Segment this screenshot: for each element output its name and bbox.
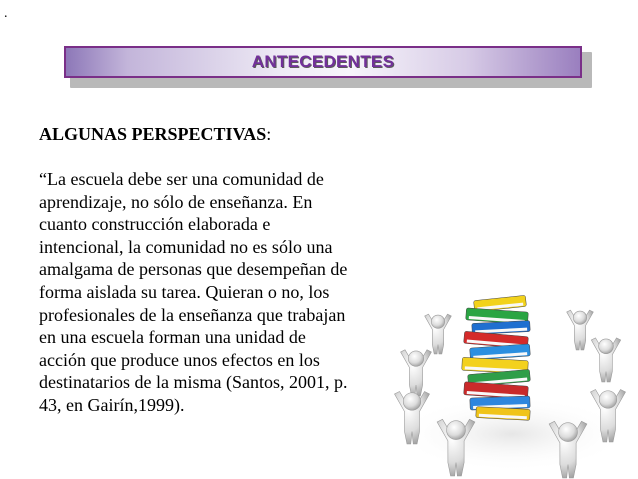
- quote-line: acción que produce unos efectos en los: [39, 349, 320, 370]
- section-heading: [39, 124, 271, 145]
- quote-line: amalgama de personas que desempeñan de: [39, 259, 348, 280]
- quote-text: [39, 168, 411, 417]
- title-banner: [64, 46, 582, 78]
- person-figure: [401, 350, 432, 396]
- quote-line: aprendizaje, no sólo de enseñanza. En: [39, 191, 313, 212]
- quote-line: forma aislada su tarea. Quieran o no, los: [39, 281, 330, 302]
- people-around-books-icon: [392, 284, 638, 479]
- quote-line: cuanto construcción elaborada e: [39, 214, 271, 235]
- slide-marker: .: [4, 6, 8, 21]
- person-figure: [591, 338, 620, 382]
- slide-title: ANTECEDENTES: [251, 52, 395, 71]
- quote-line: profesionales de la enseñanza que trabajan: [39, 304, 346, 325]
- heading-label: ALGUNAS PERSPECTIVAS: [39, 124, 267, 144]
- quote-line: 43, en Gairín,1999).: [39, 394, 185, 415]
- quote-line: “La escuela debe ser una comunidad de: [39, 169, 324, 189]
- heading-colon: :: [266, 124, 272, 144]
- quote-line: destinatarios de la misma (Santos, 2001, p.: [39, 372, 348, 393]
- book: [470, 344, 531, 360]
- person-figure: [425, 314, 452, 354]
- quote-line: en una escuela forman una unidad de: [39, 327, 306, 348]
- quote-line: intencional, la comunidad no es sólo una: [39, 236, 333, 257]
- person-figure: [567, 310, 594, 350]
